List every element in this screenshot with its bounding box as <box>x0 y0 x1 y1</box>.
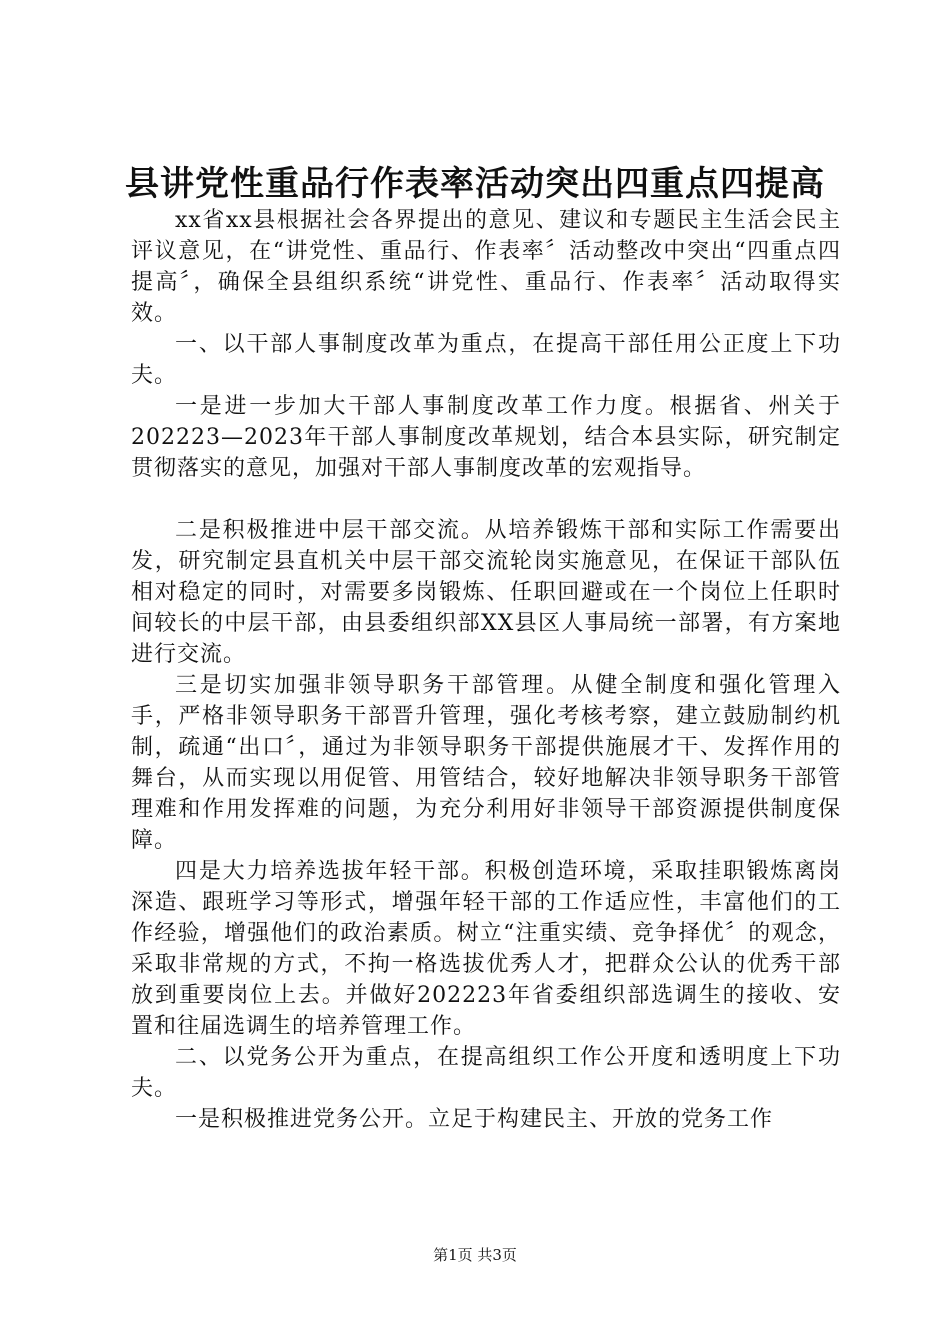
paragraph-section-2-heading: 二、以党务公开为重点，在提高组织工作公开度和透明度上下功夫。 <box>131 1045 841 1101</box>
paragraph-point-4: 四是大力培养选拔年轻干部。积极创造环境，采取挂职锻炼离岗深造、跟班学习等形式，增强年轻干部的工作适应性，丰富他们的工作经验，增强他们的政治素质。树立“注重实绩、竞争择优〞的观念，采取非常规的方式，不拘一格选拔优秀人才，把群众公认的优秀干部放到重要岗位上去。并做好202223年省委组织部选调生的接收、安置和往届选调生的培养管理工作。 <box>131 859 841 1039</box>
paragraph-point-1: 一是进一步加大干部人事制度改革工作力度。根据省、州关于202223—2023年干部人事制度改革规划，结合本县实际，研究制定贯彻落实的意见，加强对干部人事制度改革的宏观指导。 <box>131 394 841 481</box>
paragraph-section-1-heading: 一、以干部人事制度改革为重点，在提高干部任用公正度上下功夫。 <box>131 332 841 388</box>
document-title: 县讲党性重品行作表率活动突出四重点四提高 <box>125 164 825 204</box>
paragraph-point-3: 三是切实加强非领导职务干部管理。从健全制度和强化管理入手，严格非领导职务干部晋升管理，强化考核考察，建立鼓励制约机制，疏通“出口〞，通过为非领导职务干部提供施展才干、发挥作用的舞台，从而实现以用促管、用管结合，较好地解决非领导职务干部管理难和作用发挥难的问题，为充分利用好非领导干部资源提供制度保障。 <box>131 673 841 853</box>
page-footer: 第1页 共3页 <box>433 1246 517 1264</box>
paragraph-intro: xx省xx县根据社会各界提出的意见、建议和专题民主生活会民主评议意见，在“讲党性、重品行、作表率〞活动整改中突出“四重点四提高〞，确保全县组织系统“讲党性、重品行、作表率〞活动取得实效。 <box>131 208 841 326</box>
document-body <box>131 205 841 1135</box>
paragraph-point-2: 二是积极推进中层干部交流。从培养锻炼干部和实际工作需要出发，研究制定县直机关中层干部交流轮岗实施意见，在保证干部队伍相对稳定的同时，对需要多岗锻炼、任职回避或在一个岗位上任职时间较长的中层干部，由县委组织部XX县区人事局统一部署，有方案地进行交流。 <box>131 518 841 667</box>
paragraph-section-2-point-1: 一是积极推进党务公开。立足于构建民主、开放的党务工作 <box>175 1107 774 1132</box>
